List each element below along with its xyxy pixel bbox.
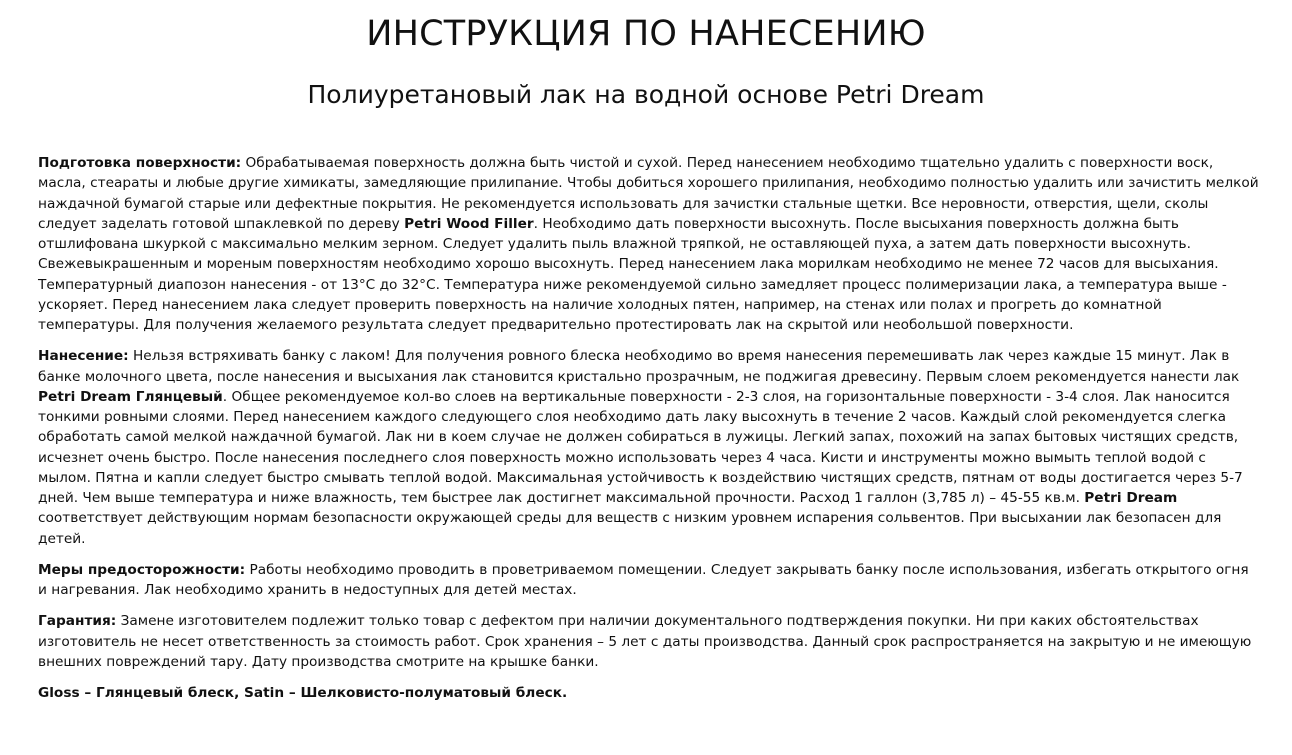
warranty-text: Замене изготовителем подлежит только товар с дефектом при наличии документального подтверждения покупки. Ни при каких обстоятельствах изготовитель не несет ответственность за стоимость работ. Срок хранения – 5 лет с даты производства. Данный срок распространяется на закрытую и не имеющую внешних повреждений тару. Дату производства смотрите на крышке банки. xyxy=(38,613,1252,670)
product-name-dream: Petri Dream xyxy=(1084,490,1178,506)
section-application xyxy=(38,346,1260,549)
precautions-text: Работы необходимо проводить в проветриваемом помещении. Следует закрывать банку после использования, избегать открытого огня и нагревания. Лак необходимо хранить в недоступных для детей местах. xyxy=(38,561,1249,598)
product-name-wood-filler: Petri Wood Filler xyxy=(404,215,534,232)
section-heading-preparation: Подготовка поверхности: xyxy=(38,155,242,171)
application-text-part1: Нельзя встряхивать банку с лаком! Для получения ровного блеска необходимо во время нанесения перемешивать лак через каждые 15 минут. Лак в банке молочного цвета, после нанесения и высыхания лак становится кристально прозрачным, не поджигая древесину. Первым слоем рекомендуется нанести лак xyxy=(38,348,1240,385)
application-text-part2: . Общее рекомендуемое кол-во слоев на вертикальные поверхности - 2-3 слоя, на горизонтальные поверхности - 3-4 слоя. Лак наносится тонкими ровными слоями. Перед нанесением каждого следующего слоя необходимо дать лаку высохнуть в течение 2 часов. Каждый слой рекомендуется слегка обработать самой мелкой наждачной бумагой. Лак ни в коем случае не должен собираться в лужицы. Легкий запах, похожий на запах бытовых чистящих средств, исчезнет очень быстро. После нанесения последнего слоя поверхность можно использовать через 4 часа. Кисти и инструменты можно вымыть теплой водой с мылом. Пятна и капли следует быстро смывать теплой водой. Максимальная устойчивость к воздействию чистящих средств, пятнам от воды достигается через 5-7 дней. Чем выше температура и ниже влажность, тем быстрее лак достигнет максимальной прочности. Расход 1 галлон (3,785 л) – 45-55 кв.м. xyxy=(38,388,1243,506)
instruction-body xyxy=(38,153,1260,703)
preparation-text-part1: Обрабатываемая поверхность должна быть чистой и сухой. Перед нанесением необходимо тщательно удалить с поверхности воск, масла, стеараты и любые другие химикаты, замедляющие прилипание. Чтобы добиться хорошего прилипания, необходимо полностью удалить или зачистить мелкой наждачной бумагой старые или дефектные покрытия. Не рекомендуется использовать для зачистки стальные щетки. Все неровности, отверстия, щели, сколы следует заделать готовой шпаклевкой по дереву xyxy=(38,155,1259,232)
application-text-part3: соответствует действующим нормам безопасности окружающей среды для веществ с низким уровнем испарения сольвентов. При высыхании лак безопасен для детей. xyxy=(38,510,1222,547)
gloss-satin-note: Gloss – Глянцевый блеск, Satin – Шелковисто-полуматовый блеск. xyxy=(38,685,568,701)
page-title: ИНСТРУКЦИЯ ПО НАНЕСЕНИЮ xyxy=(366,14,926,54)
section-precautions xyxy=(38,560,1260,601)
preparation-text-part2: . Необходимо дать поверхности высохнуть. После высыхания поверхность должна быть отшлифована шкуркой с максимально мелким зерном. Следует удалить пыль влажной тряпкой, не оставляющей пуха, а затем дать поверхности высохнуть. Свежевыкрашенным и мореным поверхностям необходимо хорошо высохнуть. Перед нанесением лака морилкам необходимо не менее 72 часов для высыхания. Температурный диапозон нанесения - от 13°C до 32°C. Температура ниже рекомендуемой сильно замедляет процесс полимеризации лака, а температура выше - ускоряет. Перед нанесением лака следует проверить поверхность на наличие холодных пятен, например, на стенах или полах и прогреть до комнатной температуры. Для получения желаемого результата следует предварительно протестировать лак на скрытой или необольшой поверхности. xyxy=(38,215,1227,333)
section-preparation xyxy=(38,153,1260,335)
product-name-dream-gloss: Petri Dream Глянцевый xyxy=(38,388,223,405)
section-warranty xyxy=(38,611,1260,672)
section-heading-precautions: Меры предосторожности: xyxy=(38,561,246,578)
section-heading-warranty: Гарантия: xyxy=(38,613,117,630)
page-subtitle: Полиуретановый лак на водной основе Petri Dream xyxy=(307,80,985,109)
section-heading-application: Нанесение: xyxy=(38,348,129,365)
